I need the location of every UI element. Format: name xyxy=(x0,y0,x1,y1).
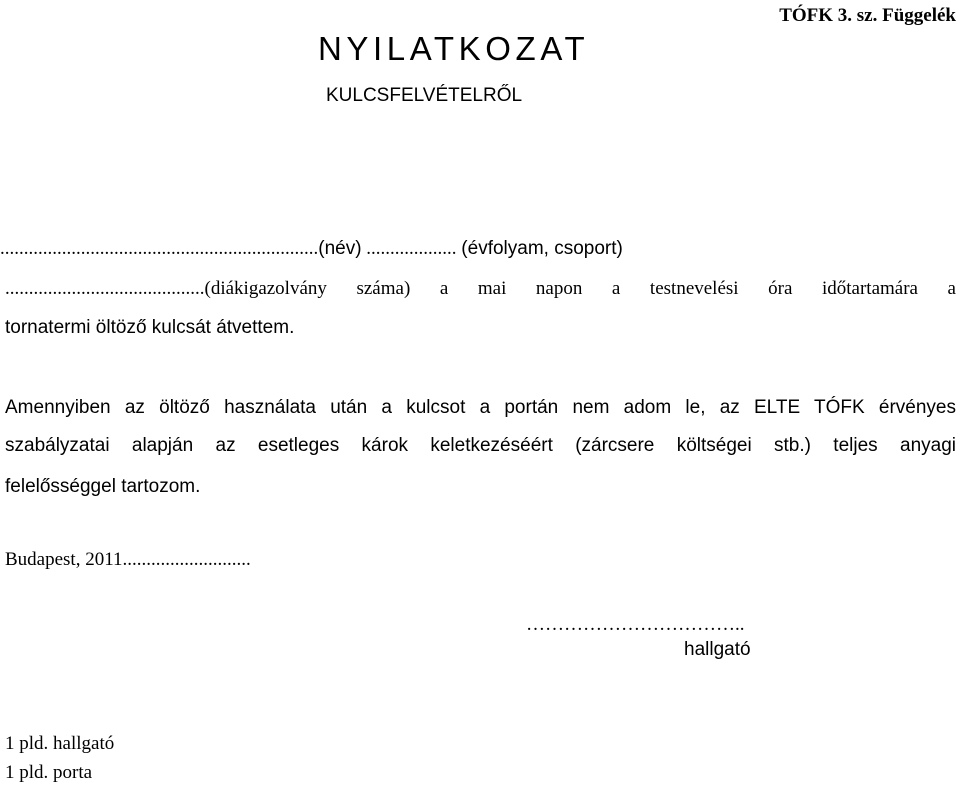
document-subtitle: KULCSFELVÉTELRŐL xyxy=(326,85,523,106)
name-blank: ................................................................... xyxy=(0,238,319,259)
liability-line-3: felelősséggel tartozom. xyxy=(5,476,201,497)
signature-label: hallgató xyxy=(684,639,751,660)
liability-line-2: szabályzatai alapján az esetleges károk keletkezéséért (zárcsere költségei stb.) teljes anyagi xyxy=(5,435,956,456)
copy-note-student: 1 pld. hallgató xyxy=(5,733,115,754)
id-line xyxy=(5,278,956,300)
liability-line-1: Amennyiben az öltöző használata után a kulcsot a portán nem adom le, az ELTE TÓFK érvényes xyxy=(5,397,956,418)
signature-line: …………………………….. xyxy=(526,614,745,635)
appendix-label: TÓFK 3. sz. Függelék xyxy=(779,5,956,26)
name-label: (név) xyxy=(318,238,362,259)
copy-note-porter: 1 pld. porta xyxy=(5,762,93,783)
id-line-text: (diákigazolvány száma) a mai napon a testnevelési óra időtartamára a xyxy=(204,278,956,299)
id-blank: .......................................... xyxy=(5,278,205,299)
document-title: NYILATKOZAT xyxy=(318,30,590,67)
name-group-line xyxy=(0,238,870,260)
group-label: (évfolyam, csoport) xyxy=(461,238,623,259)
group-blank: ................... xyxy=(366,238,457,259)
place-date: Budapest, 2011........................... xyxy=(5,549,251,570)
declaration-line-3: tornatermi öltöző kulcsát átvettem. xyxy=(5,317,295,338)
